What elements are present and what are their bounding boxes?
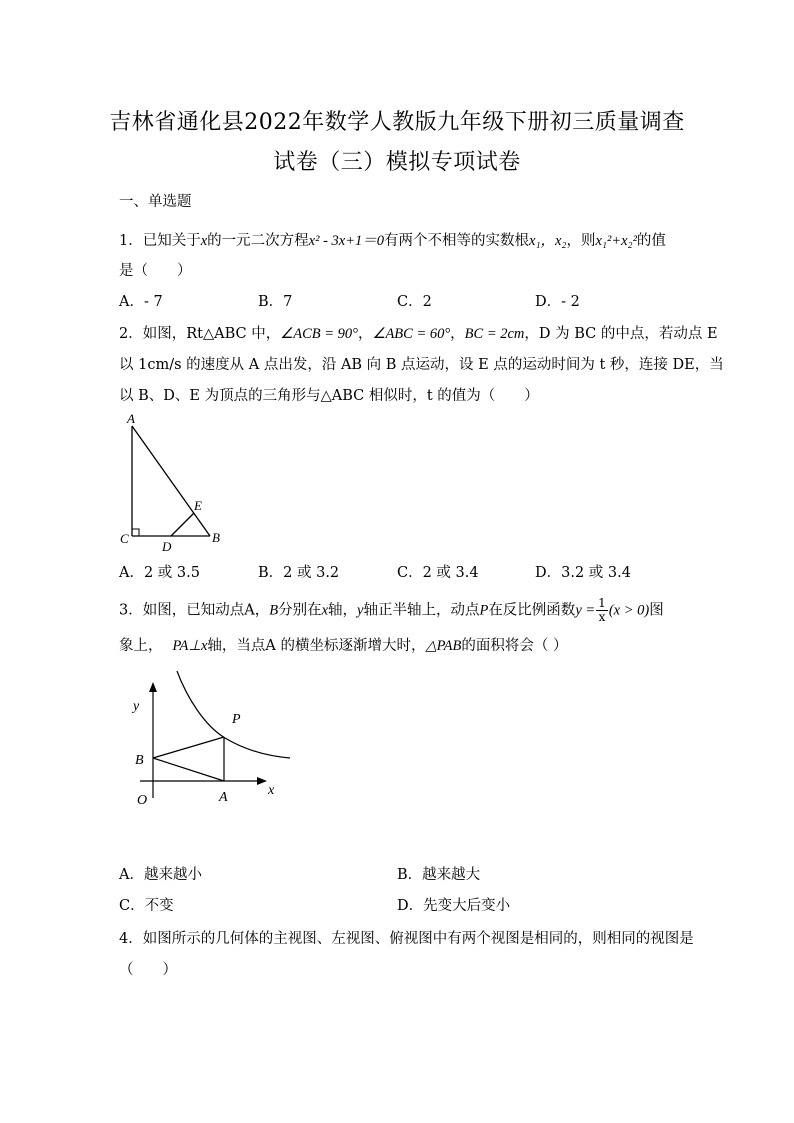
label-a: A <box>127 411 135 426</box>
q2-option-c[interactable]: C．2 或 3.4 <box>397 565 479 581</box>
x-axis-arrow <box>257 777 267 785</box>
label-y: y <box>133 699 140 714</box>
q3-option-a[interactable]: A．越来越小 <box>119 867 202 883</box>
q2-option-d[interactable]: D．3.2 或 3.4 <box>535 565 631 581</box>
question-3-stem: 3．如图，已知动点A，B分别在x轴，y轴正半轴上，动点P在反比例函数y = $\frac{1}{x}$ (x > 0)图 <box>119 596 664 624</box>
segment-ba <box>153 758 224 781</box>
question-4-stem: 4．如图所示的几何体的主视图、左视图、俯视图中有两个视图是相同的，则相同的视图是 <box>119 931 694 947</box>
question-1-stem: 1．已知关于x的一元二次方程x² - 3x+1＝0有两个不相等的实数根x₁，x₂，则x₁²+x₂²的值 <box>119 233 666 249</box>
label-b: B <box>212 530 220 545</box>
right-angle-mark <box>132 529 139 536</box>
paper-title-line1: 吉林省通化县2022年数学人教版九年级下册初三质量调查 <box>109 110 685 135</box>
paper-title-line2: 试卷（三）模拟专项试卷 <box>273 150 521 175</box>
label-x: x <box>268 783 275 798</box>
question-2-stem-line2: 以 1cm/s 的速度从 A 点出发，沿 AB 向 B 点运动，设 E 点的运动时间为 t 秒，连接 DE，当 <box>119 357 724 373</box>
q1-option-a[interactable]: A．- 7 <box>119 294 163 310</box>
segment-de <box>171 513 194 536</box>
q2-option-a[interactable]: A．2 或 3.5 <box>119 565 200 581</box>
label-e: E <box>194 498 202 513</box>
question-2-stem-line3: 以 B、D、E 为顶点的三角形与△ABC 相似时，t 的值为（ ） <box>119 388 539 404</box>
q1-option-c[interactable]: C．2 <box>397 294 432 310</box>
q1-option-b[interactable]: B．7 <box>258 294 293 310</box>
q3-option-d[interactable]: D．先变大后变小 <box>397 898 511 914</box>
segment-bp <box>153 737 224 758</box>
question-1-stem-line2: 是（ ） <box>119 263 192 279</box>
label-o: O <box>137 793 148 808</box>
label-d: D <box>162 539 172 553</box>
side-ab <box>132 426 210 536</box>
question-3-stem-line2: 象上， PA⊥x轴，当点A 的横坐标逐渐增大时，△PAB的面积将会（ ） <box>119 638 568 654</box>
q1-option-d[interactable]: D．- 2 <box>535 294 580 310</box>
label-b: B <box>135 753 144 768</box>
y-axis-arrow <box>149 682 157 692</box>
q3-option-c[interactable]: C．不变 <box>119 898 174 914</box>
label-a: A <box>219 790 228 805</box>
q2-option-b[interactable]: B．2 或 3.2 <box>258 565 340 581</box>
q3-option-b[interactable]: B．越来越大 <box>397 867 481 883</box>
question-2-stem: 2．如图，Rt△ABC 中，∠ACB = 90°，∠ABC = 60°，BC = 2cm，D 为 BC 的中点，若动点 E <box>119 326 718 342</box>
label-c: C <box>120 531 129 546</box>
question-4-stem-line2: （ ） <box>119 962 177 978</box>
label-p: P <box>232 712 241 727</box>
q2-triangle-figure <box>110 408 230 553</box>
section-heading: 一、单选题 <box>119 194 192 210</box>
fraction-1-over-x: $\frac{1}{x}$ <box>598 596 606 624</box>
q3-hyperbola-figure <box>125 668 295 813</box>
